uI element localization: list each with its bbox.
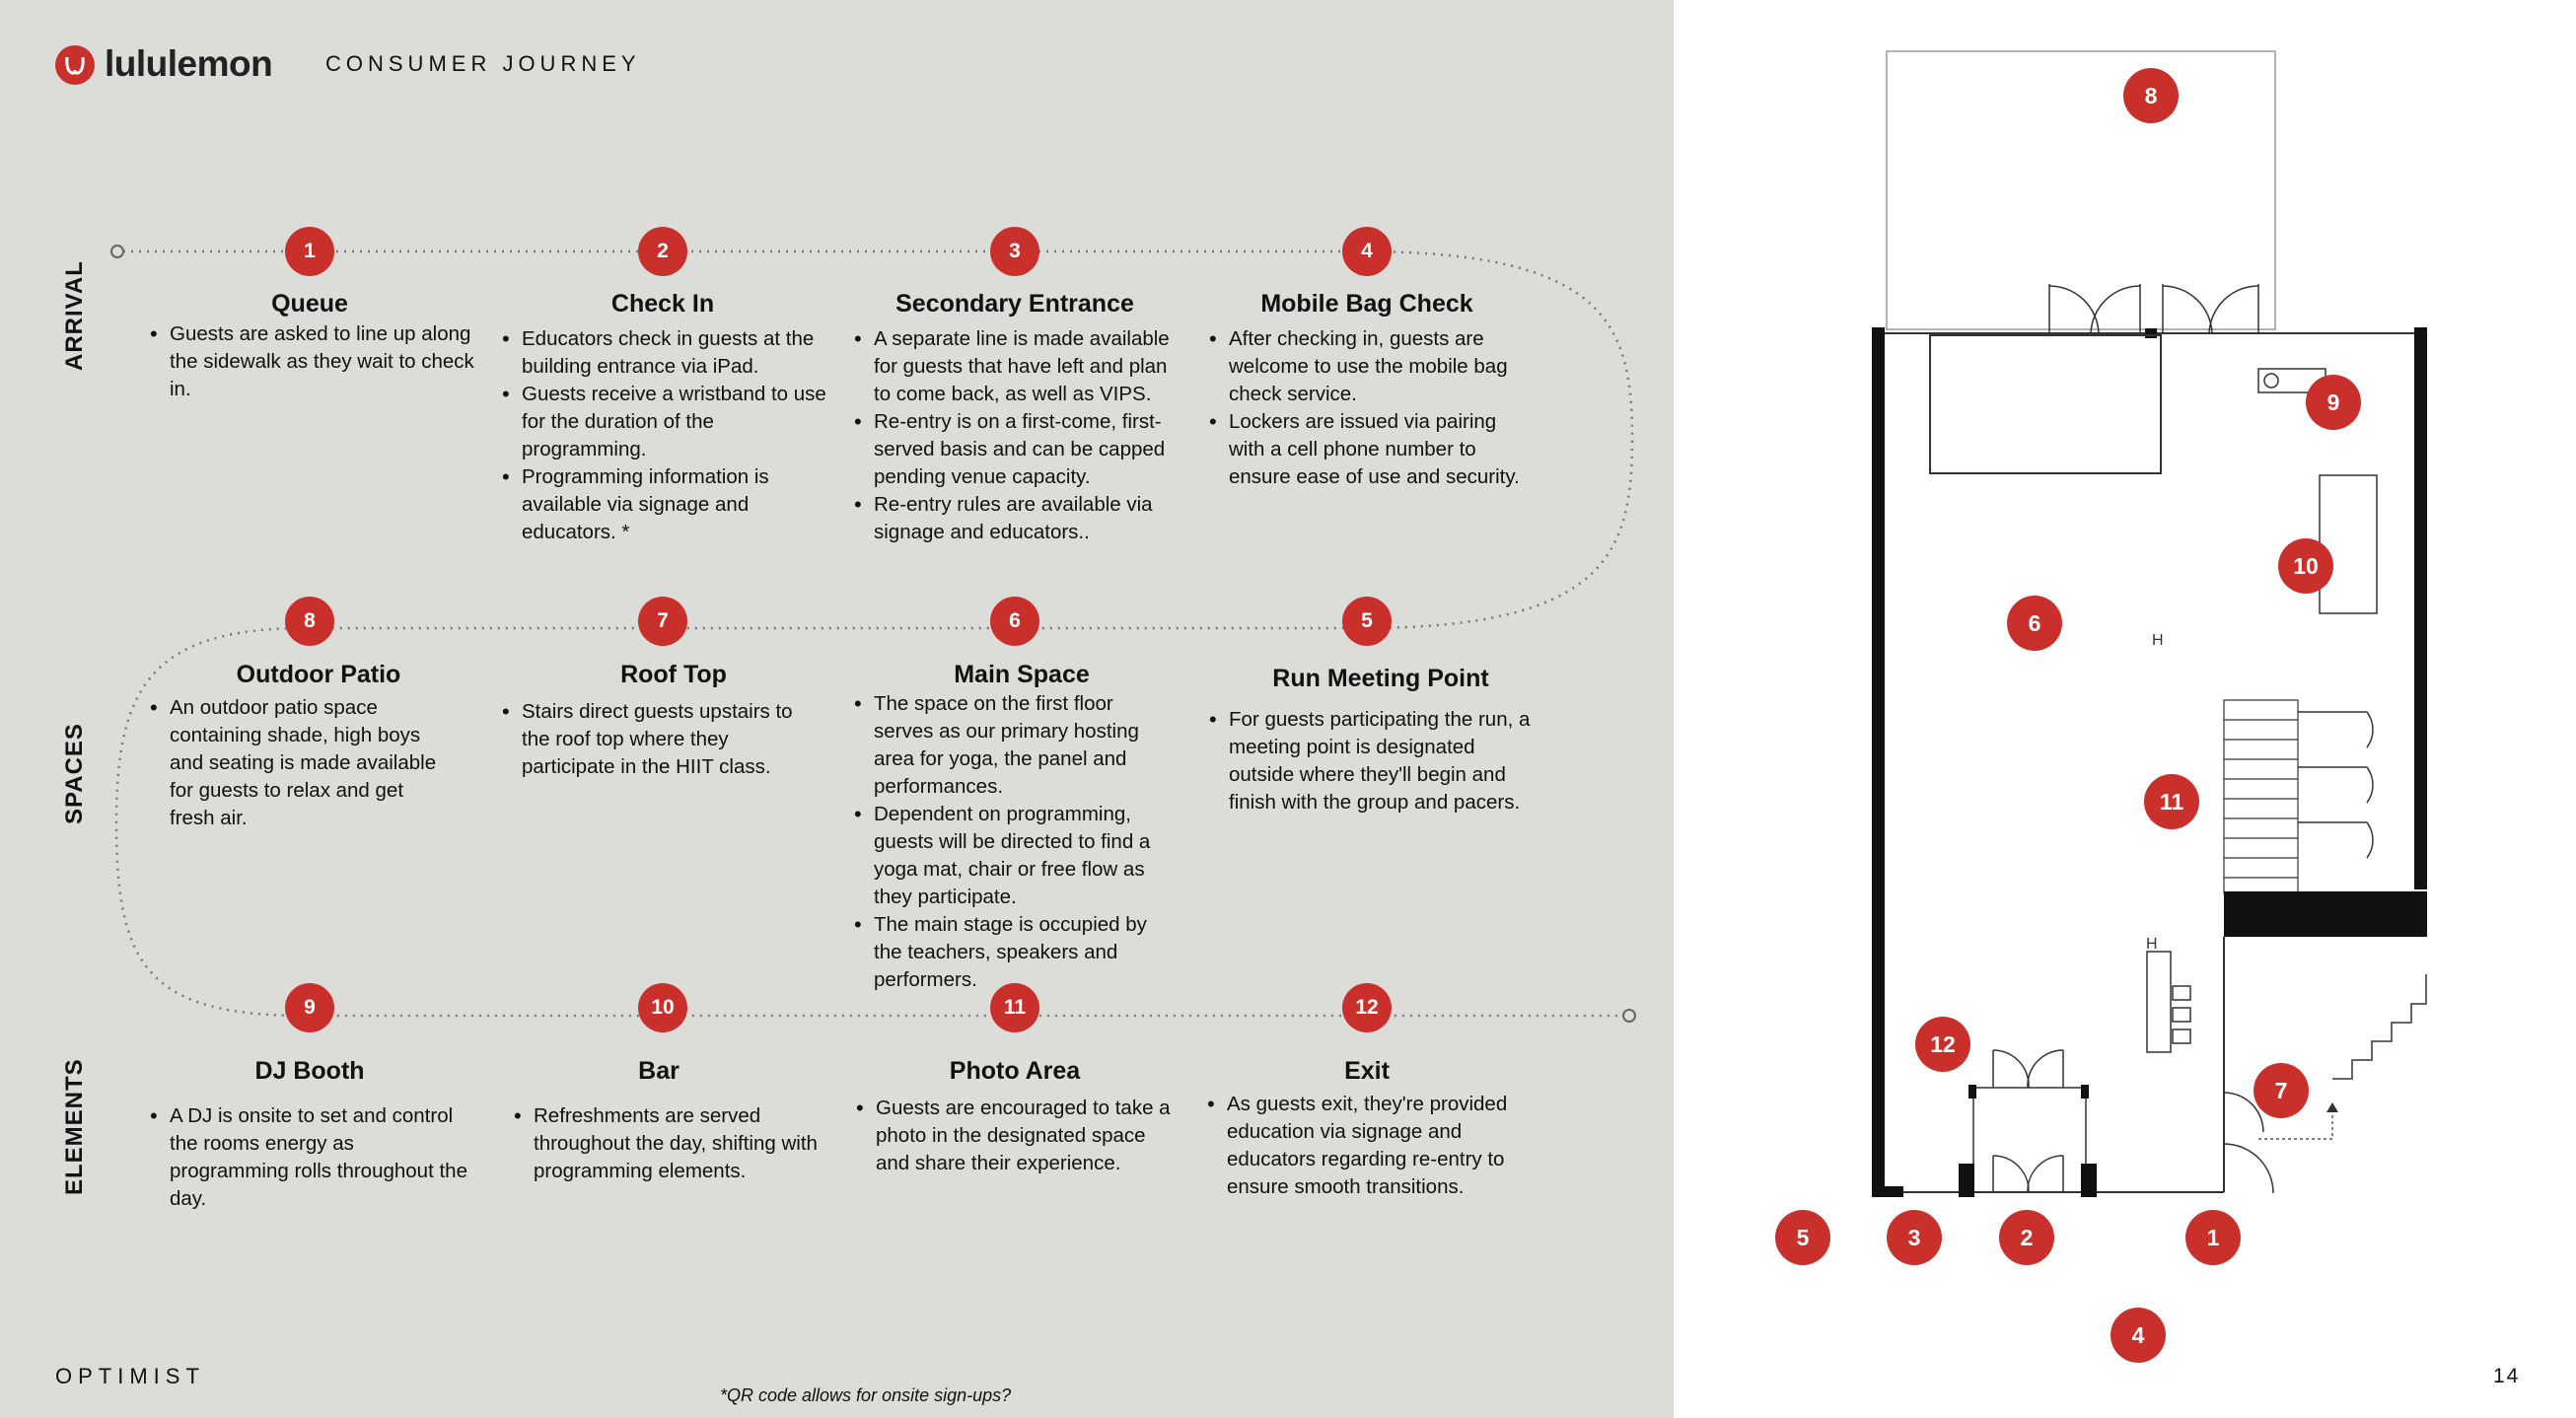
step-bullet: • Educators check in guests at the building entrance via iPad. [502, 325, 827, 381]
sw-corner [1872, 1186, 1903, 1197]
step-bullet: • An outdoor patio space containing shade, high boys and seating is made available for guests to relax and get fresh air. [150, 694, 446, 832]
step-bullets [502, 325, 827, 546]
step-bullets [150, 1102, 475, 1213]
lululemon-logo-icon [55, 45, 95, 85]
step-title: Roof Top [620, 661, 727, 688]
plan-marker-10: 10 [2278, 538, 2333, 594]
step-bullets [1207, 1091, 1533, 1201]
step-bullet: • After checking in, guests are welcome to use the mobile bag check service. [1209, 325, 1535, 408]
step-title: Check In [610, 290, 715, 318]
row-label-elements: ELEMENTS [61, 1058, 88, 1195]
plan-marker-8: 8 [2123, 68, 2179, 123]
step-badge: 12 [1342, 983, 1392, 1032]
patio-outline [1887, 51, 2275, 329]
step-bullet: • Guests are asked to line up along the sidewalk as they wait to check in. [150, 320, 475, 403]
entrance-vestibule [1973, 1050, 2086, 1192]
step-bullets [502, 698, 808, 781]
stage-block [1930, 335, 2161, 473]
step-bullets [1209, 706, 1535, 816]
step-badge: 11 [990, 983, 1039, 1032]
step-badge: 9 [285, 983, 334, 1032]
step-badge: 5 [1342, 597, 1392, 646]
footnote: *QR code allows for onsite sign-ups? [720, 1385, 1012, 1405]
step-bullet: • Programming information is available via signage and educators. * [502, 463, 827, 546]
plan-marker-1: 1 [2185, 1210, 2241, 1265]
page-title: CONSUMER JOURNEY [325, 51, 641, 76]
plan-marker-9: 9 [2306, 375, 2361, 430]
row-label-spaces: SPACES [61, 723, 88, 824]
step-bullet: • Re-entry rules are available via signage and educators.. [854, 491, 1180, 546]
plan-marker-3: 3 [1887, 1210, 1942, 1265]
plan-marker-5: 5 [1775, 1210, 1830, 1265]
step-bullet: • A separate line is made available for guests that have left and plan to come back, as well as VIPS. [854, 325, 1180, 408]
bar-counter [2320, 475, 2377, 613]
restroom-stalls [2298, 712, 2373, 858]
step-bullet: • Guests are encouraged to take a photo in the designated space and share their experience. [856, 1095, 1181, 1177]
step-title: Outdoor Patio [236, 661, 401, 688]
step-bullet: • Re-entry is on a first-come, first-served basis and can be capped pending venue capacity. [854, 408, 1180, 491]
step-badge: 1 [285, 227, 334, 276]
step-bullets [514, 1102, 839, 1185]
step-title: Mobile Bag Check [1260, 290, 1473, 318]
step-title: Photo Area [949, 1057, 1081, 1085]
step-title: DJ Booth [254, 1057, 365, 1085]
step-badge: 2 [638, 227, 687, 276]
step-title: Run Meeting Point [1272, 665, 1489, 692]
plan-marker-2: 2 [1999, 1210, 2054, 1265]
step-bullet: • The space on the first floor serves as our primary hosting area for yoga, the panel and performances. [854, 690, 1165, 801]
row-label-arrival: ARRIVAL [61, 260, 88, 371]
plan-marker-7: 7 [2254, 1063, 2309, 1118]
step-bullet: • The main stage is occupied by the teachers, speakers and performers. [854, 911, 1165, 994]
step-title: Exit [1344, 1057, 1390, 1085]
north-doors [2049, 284, 2258, 333]
step-bullet: • A DJ is onsite to set and control the rooms energy as programming rolls throughout the day. [150, 1102, 475, 1213]
stage-label: H [2146, 936, 2158, 953]
step-bullets [856, 1095, 1181, 1177]
west-wall [1872, 327, 1885, 1197]
step-bullet: • Refreshments are served throughout the day, shifting with programming elements. [514, 1102, 839, 1185]
step-badge: 6 [990, 597, 1039, 646]
plan-marker-4: 4 [2111, 1308, 2166, 1363]
step-title: Bar [638, 1057, 680, 1085]
exterior-stairs [2332, 974, 2426, 1079]
footer-brand: OPTIMIST [55, 1364, 205, 1388]
step-badge: 8 [285, 597, 334, 646]
step-title: Main Space [954, 661, 1090, 688]
brand-name: lululemon [105, 43, 273, 84]
step-bullets [150, 320, 475, 403]
step-badge: 3 [990, 227, 1039, 276]
step-bullet: • Lockers are issued via pairing with a cell phone number to ensure ease of use and security. [1209, 408, 1535, 491]
step-title: Secondary Entrance [895, 290, 1134, 318]
step-bullet: • For guests participating the run, a meeting point is designated outside where they'll begin and finish with the group and pacers. [1209, 706, 1535, 816]
plan-marker-12: 12 [1915, 1017, 1970, 1072]
step-bullet: • Stairs direct guests upstairs to the roof top where they participate in the HIIT class. [502, 698, 808, 781]
floor-plan [1674, 0, 2576, 1418]
page-number: 14 [2493, 1365, 2521, 1387]
plan-marker-11: 11 [2144, 774, 2199, 829]
step-bullets [854, 690, 1165, 994]
step-badge: 10 [638, 983, 687, 1032]
stair-block [2224, 700, 2298, 893]
stage-label: H [2152, 632, 2164, 649]
step-badge: 7 [638, 597, 687, 646]
plan-marker-6: 6 [2007, 596, 2062, 651]
step-title: Queue [271, 290, 348, 318]
step-badge: 4 [1342, 227, 1392, 276]
high-boy-tables [2147, 952, 2190, 1052]
step-bullet: • Dependent on programming, guests will be directed to find a yoga mat, chair or free flow as they participate. [854, 801, 1165, 911]
step-bullet: • As guests exit, they're provided education via signage and educators regarding re-entry to ensure smooth transitions. [1207, 1091, 1533, 1201]
step-bullet: • Guests receive a wristband to use for the duration of the programming. [502, 381, 827, 463]
east-wall [2414, 327, 2427, 889]
step-bullets [854, 325, 1180, 546]
restroom-wall [2224, 891, 2427, 937]
step-bullets [150, 694, 446, 832]
floor-plan-panel [1674, 0, 2576, 1418]
step-bullets [1209, 325, 1535, 491]
